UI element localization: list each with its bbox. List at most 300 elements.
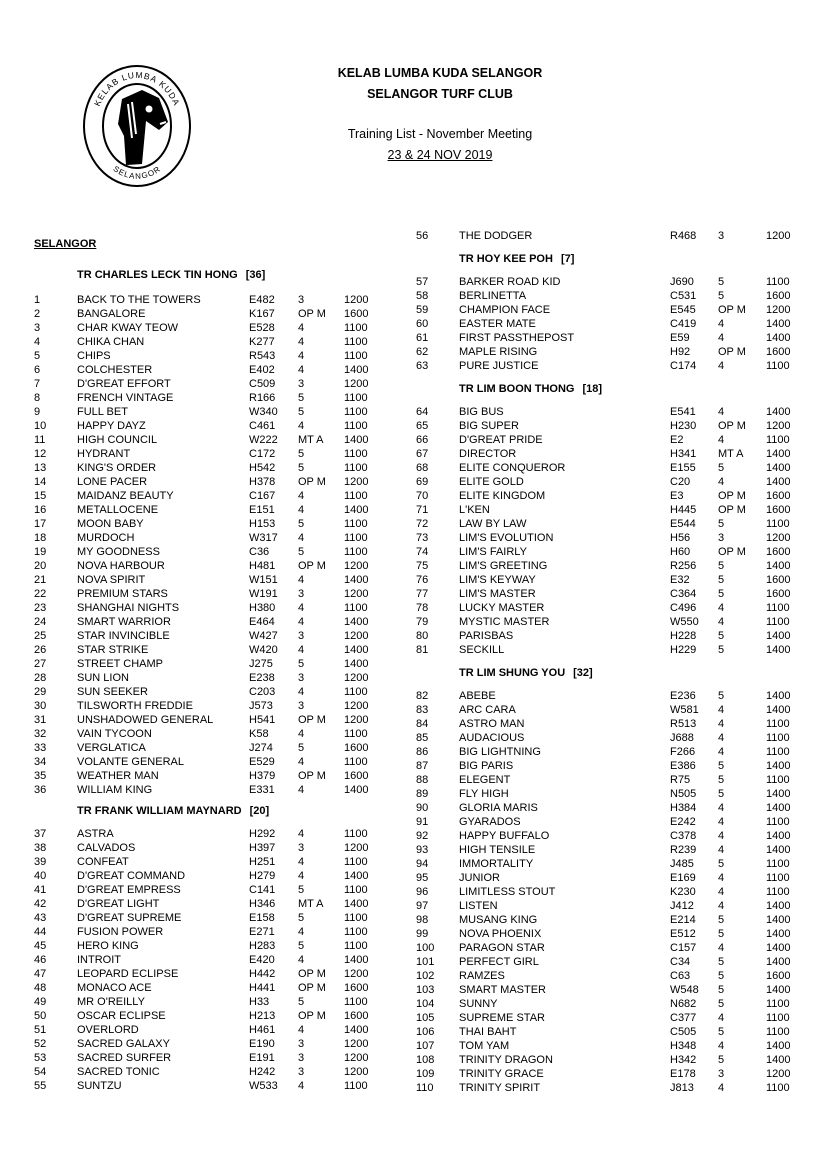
horse-code: R513: [670, 718, 697, 730]
horse-name: SUNNY: [459, 998, 498, 1010]
horse-number: 18: [34, 532, 47, 544]
horse-number: 13: [34, 462, 47, 474]
horse-class: OP M: [298, 560, 326, 572]
horse-name: FUSION POWER: [77, 926, 164, 938]
horse-number: 30: [34, 700, 47, 712]
horse-name: PURE JUSTICE: [459, 360, 539, 372]
horse-code: H341: [670, 448, 697, 460]
horse-number: 59: [416, 304, 429, 316]
horse-name: CHIKA CHAN: [77, 336, 145, 348]
horse-number: 108: [416, 1054, 435, 1066]
horse-name: BANGALORE: [77, 308, 146, 320]
horse-number: 38: [34, 842, 47, 854]
horse-number: 14: [34, 476, 47, 488]
horse-distance: 1400: [766, 802, 791, 814]
horse-code: H542: [249, 462, 276, 474]
horse-class: 4: [298, 364, 305, 376]
horse-code: J412: [670, 900, 694, 912]
trainer-horse-count: [20]: [249, 805, 270, 817]
horse-code: E386: [670, 760, 696, 772]
horse-code: E155: [670, 462, 696, 474]
horse-class: 4: [718, 406, 725, 418]
horse-name: SMART WARRIOR: [77, 616, 171, 628]
horse-code: H342: [670, 1054, 697, 1066]
horse-name: ELITE CONQUEROR: [459, 462, 566, 474]
horse-distance: 1100: [344, 322, 368, 334]
horse-distance: 1400: [766, 844, 791, 856]
horse-distance: 1100: [344, 518, 368, 530]
horse-number: 48: [34, 982, 47, 994]
horse-code: E242: [670, 816, 696, 828]
horse-code: H60: [670, 546, 691, 558]
horse-distance: 1100: [766, 616, 790, 628]
horse-class: 4: [718, 318, 725, 330]
horse-name: HYDRANT: [77, 448, 131, 460]
horse-class: 4: [718, 746, 725, 758]
horse-distance: 1200: [766, 304, 791, 316]
horse-distance: 1100: [344, 350, 368, 362]
horse-name: MR O'REILLY: [77, 996, 145, 1008]
horse-class: 3: [298, 1066, 305, 1078]
horse-distance: 1200: [344, 294, 369, 306]
horse-class: 4: [718, 830, 725, 842]
horse-number: 19: [34, 546, 47, 558]
horse-code: K277: [249, 336, 275, 348]
region-heading: SELANGOR: [34, 238, 97, 250]
horse-number: 75: [416, 560, 429, 572]
horse-name: SUNTZU: [77, 1080, 122, 1092]
horse-number: 46: [34, 954, 47, 966]
horse-distance: 1400: [766, 332, 791, 344]
horse-name: ARC CARA: [459, 704, 516, 716]
horse-distance: 1100: [344, 756, 368, 768]
horse-distance: 1100: [766, 998, 790, 1010]
horse-code: C63: [670, 970, 691, 982]
horse-name: D'GREAT EMPRESS: [77, 884, 181, 896]
horse-number: 101: [416, 956, 435, 968]
horse-number: 12: [34, 448, 47, 460]
horse-class: 3: [718, 230, 725, 242]
horse-distance: 1100: [766, 872, 790, 884]
horse-distance: 1100: [766, 1026, 790, 1038]
horse-class: 3: [298, 630, 305, 642]
horse-name: D'GREAT SUPREME: [77, 912, 182, 924]
horse-number: 63: [416, 360, 429, 372]
horse-distance: 1100: [766, 858, 790, 870]
horse-number: 40: [34, 870, 47, 882]
horse-class: 3: [298, 378, 305, 390]
horse-code: H213: [249, 1010, 276, 1022]
horse-class: 5: [298, 462, 305, 474]
horse-code: H397: [249, 842, 276, 854]
trainer-name: TR FRANK WILLIAM MAYNARD: [77, 805, 242, 817]
club-logo: [82, 64, 192, 188]
horse-distance: 1400: [766, 476, 791, 488]
horse-distance: 1100: [344, 996, 368, 1008]
horse-number: 61: [416, 332, 429, 344]
horse-code: E236: [670, 690, 696, 702]
horse-class: 5: [298, 406, 305, 418]
horse-number: 62: [416, 346, 429, 358]
horse-number: 53: [34, 1052, 47, 1064]
horse-distance: 1400: [344, 870, 369, 882]
horse-code: R239: [670, 844, 697, 856]
horse-distance: 1200: [344, 968, 369, 980]
horse-class: 5: [298, 940, 305, 952]
horse-name: LIM'S GREETING: [459, 560, 548, 572]
horse-code: E528: [249, 322, 275, 334]
horse-name: STAR INVINCIBLE: [77, 630, 170, 642]
horse-class: MT A: [718, 448, 744, 460]
trainer-horse-count: [36]: [245, 269, 266, 281]
horse-distance: 1100: [344, 884, 368, 896]
horse-name: BIG LIGHTNING: [459, 746, 541, 758]
horse-number: 97: [416, 900, 429, 912]
horse-number: 60: [416, 318, 429, 330]
horse-distance: 1200: [344, 1066, 369, 1078]
horse-code: H441: [249, 982, 276, 994]
horse-distance: 1100: [766, 732, 790, 744]
horse-class: 4: [718, 886, 725, 898]
horse-name: KING'S ORDER: [77, 462, 157, 474]
horse-code: J485: [670, 858, 694, 870]
horse-class: 4: [718, 704, 725, 716]
svg-text:KELAB LUMBA KUDA: KELAB LUMBA KUDA: [92, 69, 182, 108]
horse-number: 32: [34, 728, 47, 740]
horse-name: LEOPARD ECLIPSE: [77, 968, 179, 980]
horse-name: D'GREAT PRIDE: [459, 434, 543, 446]
horse-code: K58: [249, 728, 269, 740]
horse-code: K230: [670, 886, 696, 898]
horse-number: 100: [416, 942, 435, 954]
horse-code: J690: [670, 276, 694, 288]
horse-number: 102: [416, 970, 435, 982]
horse-distance: 1600: [344, 982, 369, 994]
horse-name: CHIPS: [77, 350, 111, 362]
horse-number: 15: [34, 490, 47, 502]
horse-name: CHAMPION FACE: [459, 304, 551, 316]
horse-distance: 1400: [766, 560, 791, 572]
horse-number: 4: [34, 336, 41, 348]
horse-number: 36: [34, 784, 47, 796]
horse-code: C167: [249, 490, 276, 502]
horse-code: E529: [249, 756, 275, 768]
horse-number: 92: [416, 830, 429, 842]
horse-class: 5: [718, 984, 725, 996]
horse-class: 5: [298, 884, 305, 896]
horse-distance: 1400: [766, 318, 791, 330]
horse-name: SHANGHAI NIGHTS: [77, 602, 180, 614]
horse-class: OP M: [718, 490, 746, 502]
horse-distance: 1400: [344, 616, 369, 628]
horse-code: J573: [249, 700, 273, 712]
horse-distance: 1100: [344, 940, 368, 952]
horse-class: 3: [718, 532, 725, 544]
horse-class: 4: [298, 322, 305, 334]
horse-name: RAMZES: [459, 970, 505, 982]
horse-code: K167: [249, 308, 275, 320]
horse-code: C496: [670, 602, 697, 614]
horse-number: 79: [416, 616, 429, 628]
horse-name: SECKILL: [459, 644, 505, 656]
horse-code: H461: [249, 1024, 276, 1036]
horse-name: MAPLE RISING: [459, 346, 538, 358]
horse-class: 3: [298, 700, 305, 712]
horse-number: 3: [34, 322, 41, 334]
horse-number: 110: [416, 1082, 434, 1094]
horse-number: 20: [34, 560, 47, 572]
horse-class: 4: [298, 336, 305, 348]
horse-name: ASTRA: [77, 828, 114, 840]
horse-distance: 1400: [766, 760, 791, 772]
trainer-horse-count: [18]: [582, 383, 603, 395]
horse-code: H283: [249, 940, 276, 952]
horse-number: 2: [34, 308, 41, 320]
horse-code: C20: [670, 476, 691, 488]
horse-name: WEATHER MAN: [77, 770, 159, 782]
horse-distance: 1200: [344, 1038, 369, 1050]
horse-name: HAPPY BUFFALO: [459, 830, 550, 842]
horse-name: MUSANG KING: [459, 914, 538, 926]
horse-name: HIGH TENSILE: [459, 844, 536, 856]
horse-code: H348: [670, 1040, 697, 1052]
horse-code: C378: [670, 830, 697, 842]
horse-number: 86: [416, 746, 429, 758]
horse-number: 47: [34, 968, 47, 980]
horse-code: C509: [249, 378, 276, 390]
horse-number: 107: [416, 1040, 435, 1052]
horse-class: 4: [718, 900, 725, 912]
horse-distance: 1200: [344, 714, 369, 726]
horse-name: D'GREAT COMMAND: [77, 870, 186, 882]
horse-class: 5: [298, 448, 305, 460]
horse-distance: 1200: [344, 1052, 369, 1064]
trainer-name: TR CHARLES LECK TIN HONG: [77, 269, 238, 281]
horse-name: SACRED SURFER: [77, 1052, 172, 1064]
horse-class: 3: [298, 672, 305, 684]
horse-number: 41: [34, 884, 47, 896]
horse-code: H153: [249, 518, 276, 530]
horse-code: E32: [670, 574, 690, 586]
horse-code: W550: [670, 616, 699, 628]
horse-class: 5: [718, 928, 725, 940]
horse-name: L'KEN: [459, 504, 490, 516]
horse-class: 4: [298, 954, 305, 966]
horse-class: 4: [298, 350, 305, 362]
horse-class: 4: [718, 802, 725, 814]
horse-number: 70: [416, 490, 429, 502]
horse-number: 5: [34, 350, 41, 362]
horse-number: 35: [34, 770, 47, 782]
horse-number: 71: [416, 504, 429, 516]
horse-number: 34: [34, 756, 47, 768]
horse-class: 4: [298, 504, 305, 516]
horse-code: W581: [670, 704, 699, 716]
horse-name: SACRED GALAXY: [77, 1038, 170, 1050]
horse-name: LIMITLESS STOUT: [459, 886, 556, 898]
horse-code: E512: [670, 928, 696, 940]
horse-name: PREMIUM STARS: [77, 588, 168, 600]
horse-code: C461: [249, 420, 276, 432]
horse-code: J275: [249, 658, 273, 670]
horse-name: THAI BAHT: [459, 1026, 517, 1038]
horse-distance: 1600: [344, 308, 369, 320]
horse-distance: 1100: [344, 1080, 368, 1092]
horse-name: PARISBAS: [459, 630, 514, 642]
horse-name: HAPPY DAYZ: [77, 420, 146, 432]
horse-class: 4: [718, 332, 725, 344]
horse-class: 5: [718, 1026, 725, 1038]
horse-distance: 1100: [344, 392, 368, 404]
horse-name: TRINITY GRACE: [459, 1068, 544, 1080]
horse-code: E271: [249, 926, 275, 938]
horse-class: 5: [718, 518, 725, 530]
horse-distance: 1100: [766, 816, 790, 828]
horse-name: SUPREME STAR: [459, 1012, 545, 1024]
horse-code: R468: [670, 230, 697, 242]
horse-distance: 1400: [766, 644, 791, 656]
horse-distance: 1400: [344, 954, 369, 966]
horse-name: DIRECTOR: [459, 448, 517, 460]
horse-number: 88: [416, 774, 429, 786]
horse-name: LIM'S MASTER: [459, 588, 536, 600]
horse-name: FRENCH VINTAGE: [77, 392, 174, 404]
horse-distance: 1100: [344, 532, 368, 544]
horse-name: ELEGENT: [459, 774, 511, 786]
horse-number: 66: [416, 434, 429, 446]
horse-distance: 1100: [344, 420, 368, 432]
horse-class: 4: [718, 844, 725, 856]
trainer-heading: [77, 269, 265, 281]
horse-code: H56: [670, 532, 691, 544]
horse-class: 4: [718, 360, 725, 372]
horse-name: METALLOCENE: [77, 504, 159, 516]
horse-number: 91: [416, 816, 429, 828]
horse-class: 4: [298, 784, 305, 796]
horse-code: C172: [249, 448, 276, 460]
horse-class: OP M: [298, 476, 326, 488]
horse-class: 4: [298, 756, 305, 768]
horse-name: WILLIAM KING: [77, 784, 153, 796]
trainer-heading: [459, 253, 574, 265]
horse-code: W427: [249, 630, 278, 642]
horse-code: H481: [249, 560, 276, 572]
horse-number: 27: [34, 658, 47, 670]
horse-class: 4: [718, 602, 725, 614]
horse-name: TRINITY SPIRIT: [459, 1082, 541, 1094]
horse-class: 3: [298, 588, 305, 600]
horse-distance: 1100: [344, 686, 368, 698]
list-title: Training List - November Meeting: [347, 127, 533, 141]
horse-name: TRINITY DRAGON: [459, 1054, 553, 1066]
horse-distance: 1400: [766, 406, 791, 418]
horse-distance: 1200: [766, 420, 791, 432]
horse-number: 52: [34, 1038, 47, 1050]
horse-distance: 1100: [766, 1082, 790, 1094]
horse-number: 21: [34, 574, 47, 586]
horse-name: VAIN TYCOON: [77, 728, 152, 740]
horse-name: SACRED TONIC: [77, 1066, 160, 1078]
horse-distance: 1200: [344, 842, 369, 854]
horse-code: H380: [249, 602, 276, 614]
horse-name: STAR STRIKE: [77, 644, 149, 656]
horse-code: E402: [249, 364, 275, 376]
horse-code: E2: [670, 434, 684, 446]
horse-class: 4: [298, 856, 305, 868]
trainer-heading: [77, 805, 269, 817]
horse-number: 45: [34, 940, 47, 952]
horse-number: 17: [34, 518, 47, 530]
horse-number: 26: [34, 644, 47, 656]
horse-class: 4: [718, 718, 725, 730]
horse-distance: 1600: [766, 970, 791, 982]
horse-number: 56: [416, 230, 429, 242]
horse-name: BIG SUPER: [459, 420, 519, 432]
horse-number: 31: [34, 714, 47, 726]
horse-class: 5: [718, 630, 725, 642]
horse-distance: 1400: [766, 462, 791, 474]
horse-distance: 1400: [766, 956, 791, 968]
horse-class: 4: [298, 828, 305, 840]
horse-class: 5: [298, 912, 305, 924]
horse-class: 4: [718, 1082, 725, 1094]
horse-distance: 1100: [344, 406, 368, 418]
horse-name: LIM'S KEYWAY: [459, 574, 536, 586]
horse-number: 89: [416, 788, 429, 800]
horse-distance: 1100: [344, 546, 368, 558]
horse-name: BACK TO THE TOWERS: [77, 294, 201, 306]
horse-distance: 1400: [344, 898, 369, 910]
horse-class: 5: [718, 774, 725, 786]
horse-code: E464: [249, 616, 275, 628]
horse-distance: 1400: [344, 574, 369, 586]
horse-name: NOVA HARBOUR: [77, 560, 165, 572]
horse-class: OP M: [298, 770, 326, 782]
horse-class: 5: [718, 956, 725, 968]
horse-name: CONFEAT: [77, 856, 129, 868]
horse-name: BARKER ROAD KID: [459, 276, 561, 288]
horse-code: W420: [249, 644, 278, 656]
horse-name: LONE PACER: [77, 476, 148, 488]
horse-code: E420: [249, 954, 275, 966]
horse-distance: 1400: [766, 448, 791, 460]
horse-code: H445: [670, 504, 697, 516]
horse-code: H384: [670, 802, 697, 814]
horse-distance: 1100: [766, 1012, 790, 1024]
horse-distance: 1600: [344, 770, 369, 782]
horse-class: 4: [298, 926, 305, 938]
horse-number: 39: [34, 856, 47, 868]
horse-class: 3: [298, 842, 305, 854]
horse-distance: 1400: [766, 630, 791, 642]
horse-number: 87: [416, 760, 429, 772]
svg-text:SELANGOR: SELANGOR: [111, 164, 163, 181]
horse-name: UNSHADOWED GENERAL: [77, 714, 214, 726]
horse-distance: 1600: [344, 742, 369, 754]
horse-name: ELITE GOLD: [459, 476, 524, 488]
horse-number: 10: [34, 420, 47, 432]
horse-name: GYARADOS: [459, 816, 521, 828]
horse-distance: 1100: [344, 448, 368, 460]
horse-number: 23: [34, 602, 47, 614]
horse-class: 5: [718, 276, 725, 288]
horse-name: GLORIA MARIS: [459, 802, 538, 814]
horse-number: 8: [34, 392, 41, 404]
horse-distance: 1200: [344, 630, 369, 642]
horse-code: W222: [249, 434, 278, 446]
horse-class: 4: [298, 490, 305, 502]
horse-name: ABEBE: [459, 690, 496, 702]
